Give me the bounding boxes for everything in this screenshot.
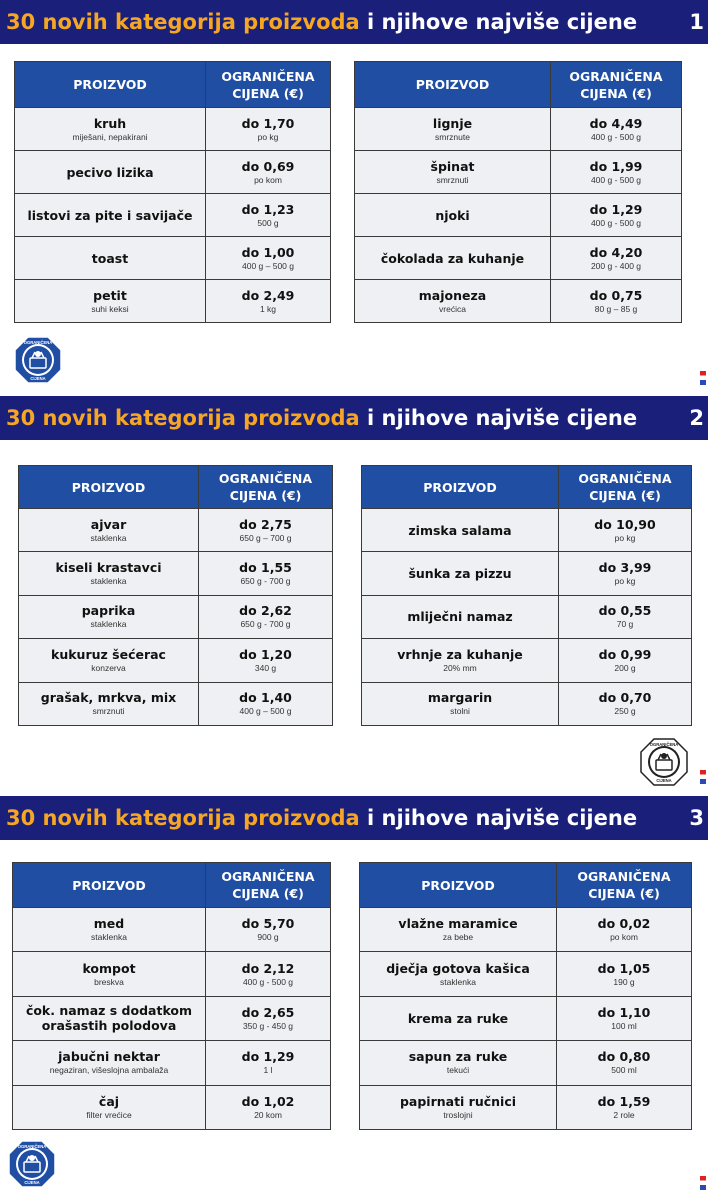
price-cell (557, 952, 692, 996)
product-detail: tekući (446, 1065, 470, 1076)
product-name: sapun za ruke (408, 1049, 508, 1065)
price-unit: 200 g - 400 g (590, 260, 642, 271)
price-cell (557, 1041, 692, 1085)
product-detail: smrznute (435, 131, 470, 142)
header-price: OGRANIČENA CIJENA (€) (206, 863, 331, 908)
title-rest: i njihove najviše cijene (359, 406, 638, 430)
product-cell (13, 996, 206, 1040)
price-unit: 650 g - 700 g (240, 619, 291, 630)
price-unit: 400 g - 500 g (242, 976, 294, 987)
product-cell (13, 1041, 206, 1085)
product-cell (362, 639, 559, 682)
price-value: do 1,59 (597, 1093, 651, 1109)
svg-text:CIJENA: CIJENA (30, 376, 46, 381)
price-unit: po kg (614, 576, 636, 587)
table-row (13, 996, 331, 1040)
price-unit: 500 ml (611, 1065, 637, 1076)
table-row (15, 194, 331, 237)
product-detail: staklenka (440, 976, 476, 987)
price-cell (551, 151, 682, 194)
price-unit: 200 g (614, 662, 636, 673)
product-name: kruh (93, 115, 127, 131)
table-row (355, 151, 682, 194)
price-cell (199, 595, 333, 638)
product-name: paprika (81, 603, 136, 619)
price-value: do 10,90 (594, 516, 656, 532)
product-cell (355, 237, 551, 280)
price-value: do 0,69 (241, 158, 295, 174)
price-cell (206, 1041, 331, 1085)
price-unit: 400 g - 500 g (590, 131, 642, 142)
price-table (354, 61, 682, 323)
table-row (362, 639, 692, 682)
product-cell (15, 194, 206, 237)
title-rest: i njihove najviše cijene (359, 806, 638, 830)
product-cell (19, 595, 199, 638)
price-cell (199, 552, 333, 595)
product-name: čokolada za kuhanje (380, 250, 525, 266)
table-row (355, 194, 682, 237)
price-value: do 1,70 (241, 115, 295, 131)
table-row (360, 1041, 692, 1085)
product-detail: suhi keksi (91, 303, 129, 314)
panel-title-banner (0, 396, 708, 440)
price-table (14, 61, 331, 323)
table-header-row (15, 62, 331, 108)
table-row (19, 552, 333, 595)
price-unit: 20 kom (254, 1109, 282, 1120)
price-value: do 1,20 (239, 646, 292, 662)
svg-text:OGRANIČENA: OGRANIČENA (649, 742, 679, 747)
product-detail: filter vrećice (86, 1109, 132, 1120)
price-table (18, 465, 333, 726)
price-value: do 1,05 (597, 960, 651, 976)
price-cell (559, 682, 692, 725)
product-cell (355, 151, 551, 194)
product-name: vrhnje za kuhanje (397, 646, 523, 662)
product-name: majoneza (418, 287, 487, 303)
product-detail: troslojni (443, 1109, 473, 1120)
price-unit: po kom (254, 174, 282, 185)
header-product: PROIZVOD (13, 863, 206, 908)
price-cell (557, 996, 692, 1040)
product-name: pecivo lizika (66, 164, 154, 180)
price-value: do 1,02 (241, 1093, 295, 1109)
product-cell (15, 280, 206, 323)
table-header-row (19, 466, 333, 509)
product-cell (13, 908, 206, 952)
price-cell (551, 194, 682, 237)
product-cell (362, 509, 559, 552)
price-value: do 0,75 (589, 287, 643, 303)
product-detail: staklenka (90, 532, 127, 543)
panel-title-banner (0, 0, 708, 44)
price-value: do 4,20 (589, 244, 643, 260)
svg-text:OGRANIČENA: OGRANIČENA (17, 1144, 47, 1149)
price-value: do 1,23 (241, 201, 295, 217)
table-row (15, 151, 331, 194)
price-unit: 190 g (613, 976, 635, 987)
price-value: do 2,49 (241, 287, 295, 303)
price-unit: 400 g – 500 g (239, 706, 292, 717)
table-row (15, 108, 331, 151)
product-name: grašak, mrkva, mix (40, 690, 177, 706)
product-name: dječja gotova kašica (386, 960, 530, 976)
table-row (13, 908, 331, 952)
header-price: OGRANIČENA CIJENA (€) (551, 62, 682, 108)
price-cell (559, 552, 692, 595)
header-product: PROIZVOD (360, 863, 557, 908)
price-cell (559, 639, 692, 682)
product-cell (355, 108, 551, 151)
product-detail: negaziran, višeslojna ambalaža (49, 1065, 169, 1076)
panel-number: 3 (689, 806, 704, 830)
price-unit: 70 g (616, 619, 634, 630)
price-unit: 80 g – 85 g (594, 303, 638, 314)
price-value: do 0,70 (598, 690, 652, 706)
product-detail: staklenka (91, 932, 127, 943)
table-header-row (355, 62, 682, 108)
product-detail: 20% mm (443, 662, 477, 673)
header-price: OGRANIČENA CIJENA (€) (559, 466, 692, 509)
panel-number: 1 (689, 10, 704, 34)
price-cell (551, 237, 682, 280)
price-cell (206, 237, 331, 280)
price-table (359, 862, 692, 1130)
price-unit: 400 g - 500 g (590, 174, 642, 185)
header-price: OGRANIČENA CIJENA (€) (557, 863, 692, 908)
product-name: margarin (427, 690, 493, 706)
product-cell (360, 996, 557, 1040)
table-row (15, 237, 331, 280)
product-cell (362, 552, 559, 595)
price-unit: 350 g - 450 g (242, 1020, 294, 1031)
price-value: do 1,29 (589, 201, 643, 217)
product-name: krema za ruke (407, 1010, 509, 1026)
panel-title-banner (0, 796, 708, 840)
product-name: jabučni nektar (58, 1049, 160, 1065)
product-name: špinat (430, 158, 475, 174)
table-header-row (13, 863, 331, 908)
product-detail: vrećica (439, 303, 466, 314)
table-row (13, 1085, 331, 1129)
product-detail: breskva (94, 976, 124, 987)
table-row (362, 552, 692, 595)
product-cell (19, 509, 199, 552)
product-cell (15, 237, 206, 280)
price-unit: 2 role (613, 1109, 635, 1120)
price-cell (557, 1085, 692, 1129)
table-row (362, 509, 692, 552)
header-product: PROIZVOD (362, 466, 559, 509)
price-cell (206, 996, 331, 1040)
product-detail: za bebe (442, 932, 474, 943)
product-cell (360, 1085, 557, 1129)
product-detail: smrznuti (92, 706, 125, 717)
product-name: vlažne maramice (398, 916, 518, 932)
product-name: šunka za pizzu (408, 566, 512, 582)
product-cell (19, 682, 199, 725)
price-unit: 340 g (254, 662, 277, 673)
table-row (360, 952, 692, 996)
price-unit: 500 g (257, 217, 279, 228)
table-row (360, 908, 692, 952)
price-unit: po kom (610, 932, 638, 943)
price-cell (557, 908, 692, 952)
header-product: PROIZVOD (355, 62, 551, 108)
panel-number: 2 (689, 406, 704, 430)
price-value: do 1,55 (239, 560, 292, 576)
price-value: do 1,40 (239, 690, 292, 706)
table-row (362, 682, 692, 725)
price-cell (206, 151, 331, 194)
product-cell (19, 639, 199, 682)
price-value: do 0,80 (597, 1049, 651, 1065)
ogranicena-cijena-logo-icon (8, 1140, 56, 1188)
product-cell (362, 595, 559, 638)
product-name: kukuruz šećerac (51, 646, 166, 662)
price-cell (206, 280, 331, 323)
title-highlight: 30 novih kategorija proizvoda (6, 806, 360, 830)
price-unit: 650 g – 700 g (239, 532, 292, 543)
ogranicena-cijena-logo-icon (640, 738, 688, 786)
table-header-row (362, 466, 692, 509)
product-cell (15, 151, 206, 194)
price-unit: po kg (614, 532, 636, 543)
product-cell (15, 108, 206, 151)
product-name: mliječni namaz (407, 609, 513, 625)
product-name: čok. namaz s dodatkom orašastih polodova (25, 1003, 193, 1034)
price-value: do 0,55 (598, 603, 652, 619)
price-unit: 100 ml (611, 1020, 637, 1031)
ogranicena-cijena-logo-icon (14, 336, 62, 384)
product-detail: staklenka (90, 576, 127, 587)
price-unit: 1 l (263, 1065, 273, 1076)
product-name: papirnati ručnici (399, 1093, 517, 1109)
title-highlight: 30 novih kategorija proizvoda (6, 10, 360, 34)
price-value: do 2,75 (239, 516, 292, 532)
svg-text:CIJENA: CIJENA (656, 778, 672, 783)
product-name: petit (93, 287, 127, 303)
price-value: do 3,99 (598, 560, 652, 576)
price-value: do 1,00 (241, 244, 295, 260)
table-row (19, 509, 333, 552)
croatian-flag-icon (700, 371, 706, 385)
price-cell (551, 108, 682, 151)
title-highlight: 30 novih kategorija proizvoda (6, 406, 360, 430)
table-row (19, 682, 333, 725)
product-name: med (93, 916, 125, 932)
price-value: do 5,70 (241, 916, 295, 932)
product-name: listovi za pite i savijače (27, 207, 193, 223)
table-row (362, 595, 692, 638)
svg-text:OGRANIČENA: OGRANIČENA (23, 340, 53, 345)
price-unit: 1 kg (259, 303, 277, 314)
product-name: lignje (432, 115, 473, 131)
price-cell (199, 682, 333, 725)
product-detail: smrznuti (436, 174, 469, 185)
price-value: do 2,65 (241, 1004, 295, 1020)
product-cell (362, 682, 559, 725)
price-cell (199, 639, 333, 682)
price-unit: 650 g - 700 g (240, 576, 291, 587)
price-cell (199, 509, 333, 552)
header-price: OGRANIČENA CIJENA (€) (206, 62, 331, 108)
price-value: do 2,12 (241, 960, 295, 976)
price-cell (559, 509, 692, 552)
price-unit: 400 g - 500 g (590, 217, 642, 228)
table-row (13, 952, 331, 996)
product-cell (360, 1041, 557, 1085)
table-row (360, 1085, 692, 1129)
price-cell (206, 194, 331, 237)
table-row (19, 639, 333, 682)
price-cell (206, 952, 331, 996)
product-name: toast (91, 250, 129, 266)
price-cell (206, 108, 331, 151)
product-cell (19, 552, 199, 595)
product-cell (13, 1085, 206, 1129)
table-row (355, 108, 682, 151)
price-cell (206, 908, 331, 952)
product-detail: stolni (450, 706, 470, 717)
croatian-flag-icon (700, 1176, 706, 1190)
table-row (360, 996, 692, 1040)
title-rest: i njihove najviše cijene (359, 10, 638, 34)
price-value: do 1,99 (589, 158, 643, 174)
price-value: do 1,10 (597, 1004, 651, 1020)
svg-text:CIJENA: CIJENA (24, 1180, 40, 1185)
price-table (12, 862, 331, 1130)
price-unit: po kg (257, 131, 279, 142)
header-product: PROIZVOD (19, 466, 199, 509)
price-table (361, 465, 692, 726)
price-cell (551, 280, 682, 323)
product-cell (360, 952, 557, 996)
table-row (355, 237, 682, 280)
product-name: kiseli krastavci (55, 560, 162, 576)
price-value: do 2,62 (239, 603, 292, 619)
price-unit: 250 g (614, 706, 636, 717)
price-unit: 400 g – 500 g (242, 260, 294, 271)
header-price: OGRANIČENA CIJENA (€) (199, 466, 333, 509)
product-detail: konzerva (91, 662, 126, 673)
croatian-flag-icon (700, 770, 706, 784)
product-name: zimska salama (408, 522, 512, 538)
product-cell (360, 908, 557, 952)
table-row (15, 280, 331, 323)
price-unit: 900 g (257, 932, 279, 943)
price-value: do 0,99 (598, 646, 652, 662)
table-row (13, 1041, 331, 1085)
product-name: ajvar (90, 516, 127, 532)
product-name: kompot (82, 960, 136, 976)
product-cell (355, 280, 551, 323)
product-cell (13, 952, 206, 996)
product-name: njoki (435, 207, 470, 223)
price-cell (559, 595, 692, 638)
price-value: do 4,49 (589, 115, 643, 131)
product-detail: miješani, nepakirani (72, 131, 148, 142)
price-value: do 1,29 (241, 1049, 295, 1065)
product-detail: staklenka (90, 619, 127, 630)
price-cell (206, 1085, 331, 1129)
product-name: čaj (98, 1093, 120, 1109)
table-row (19, 595, 333, 638)
table-row (355, 280, 682, 323)
header-product: PROIZVOD (15, 62, 206, 108)
price-value: do 0,02 (597, 916, 651, 932)
product-cell (355, 194, 551, 237)
table-header-row (360, 863, 692, 908)
